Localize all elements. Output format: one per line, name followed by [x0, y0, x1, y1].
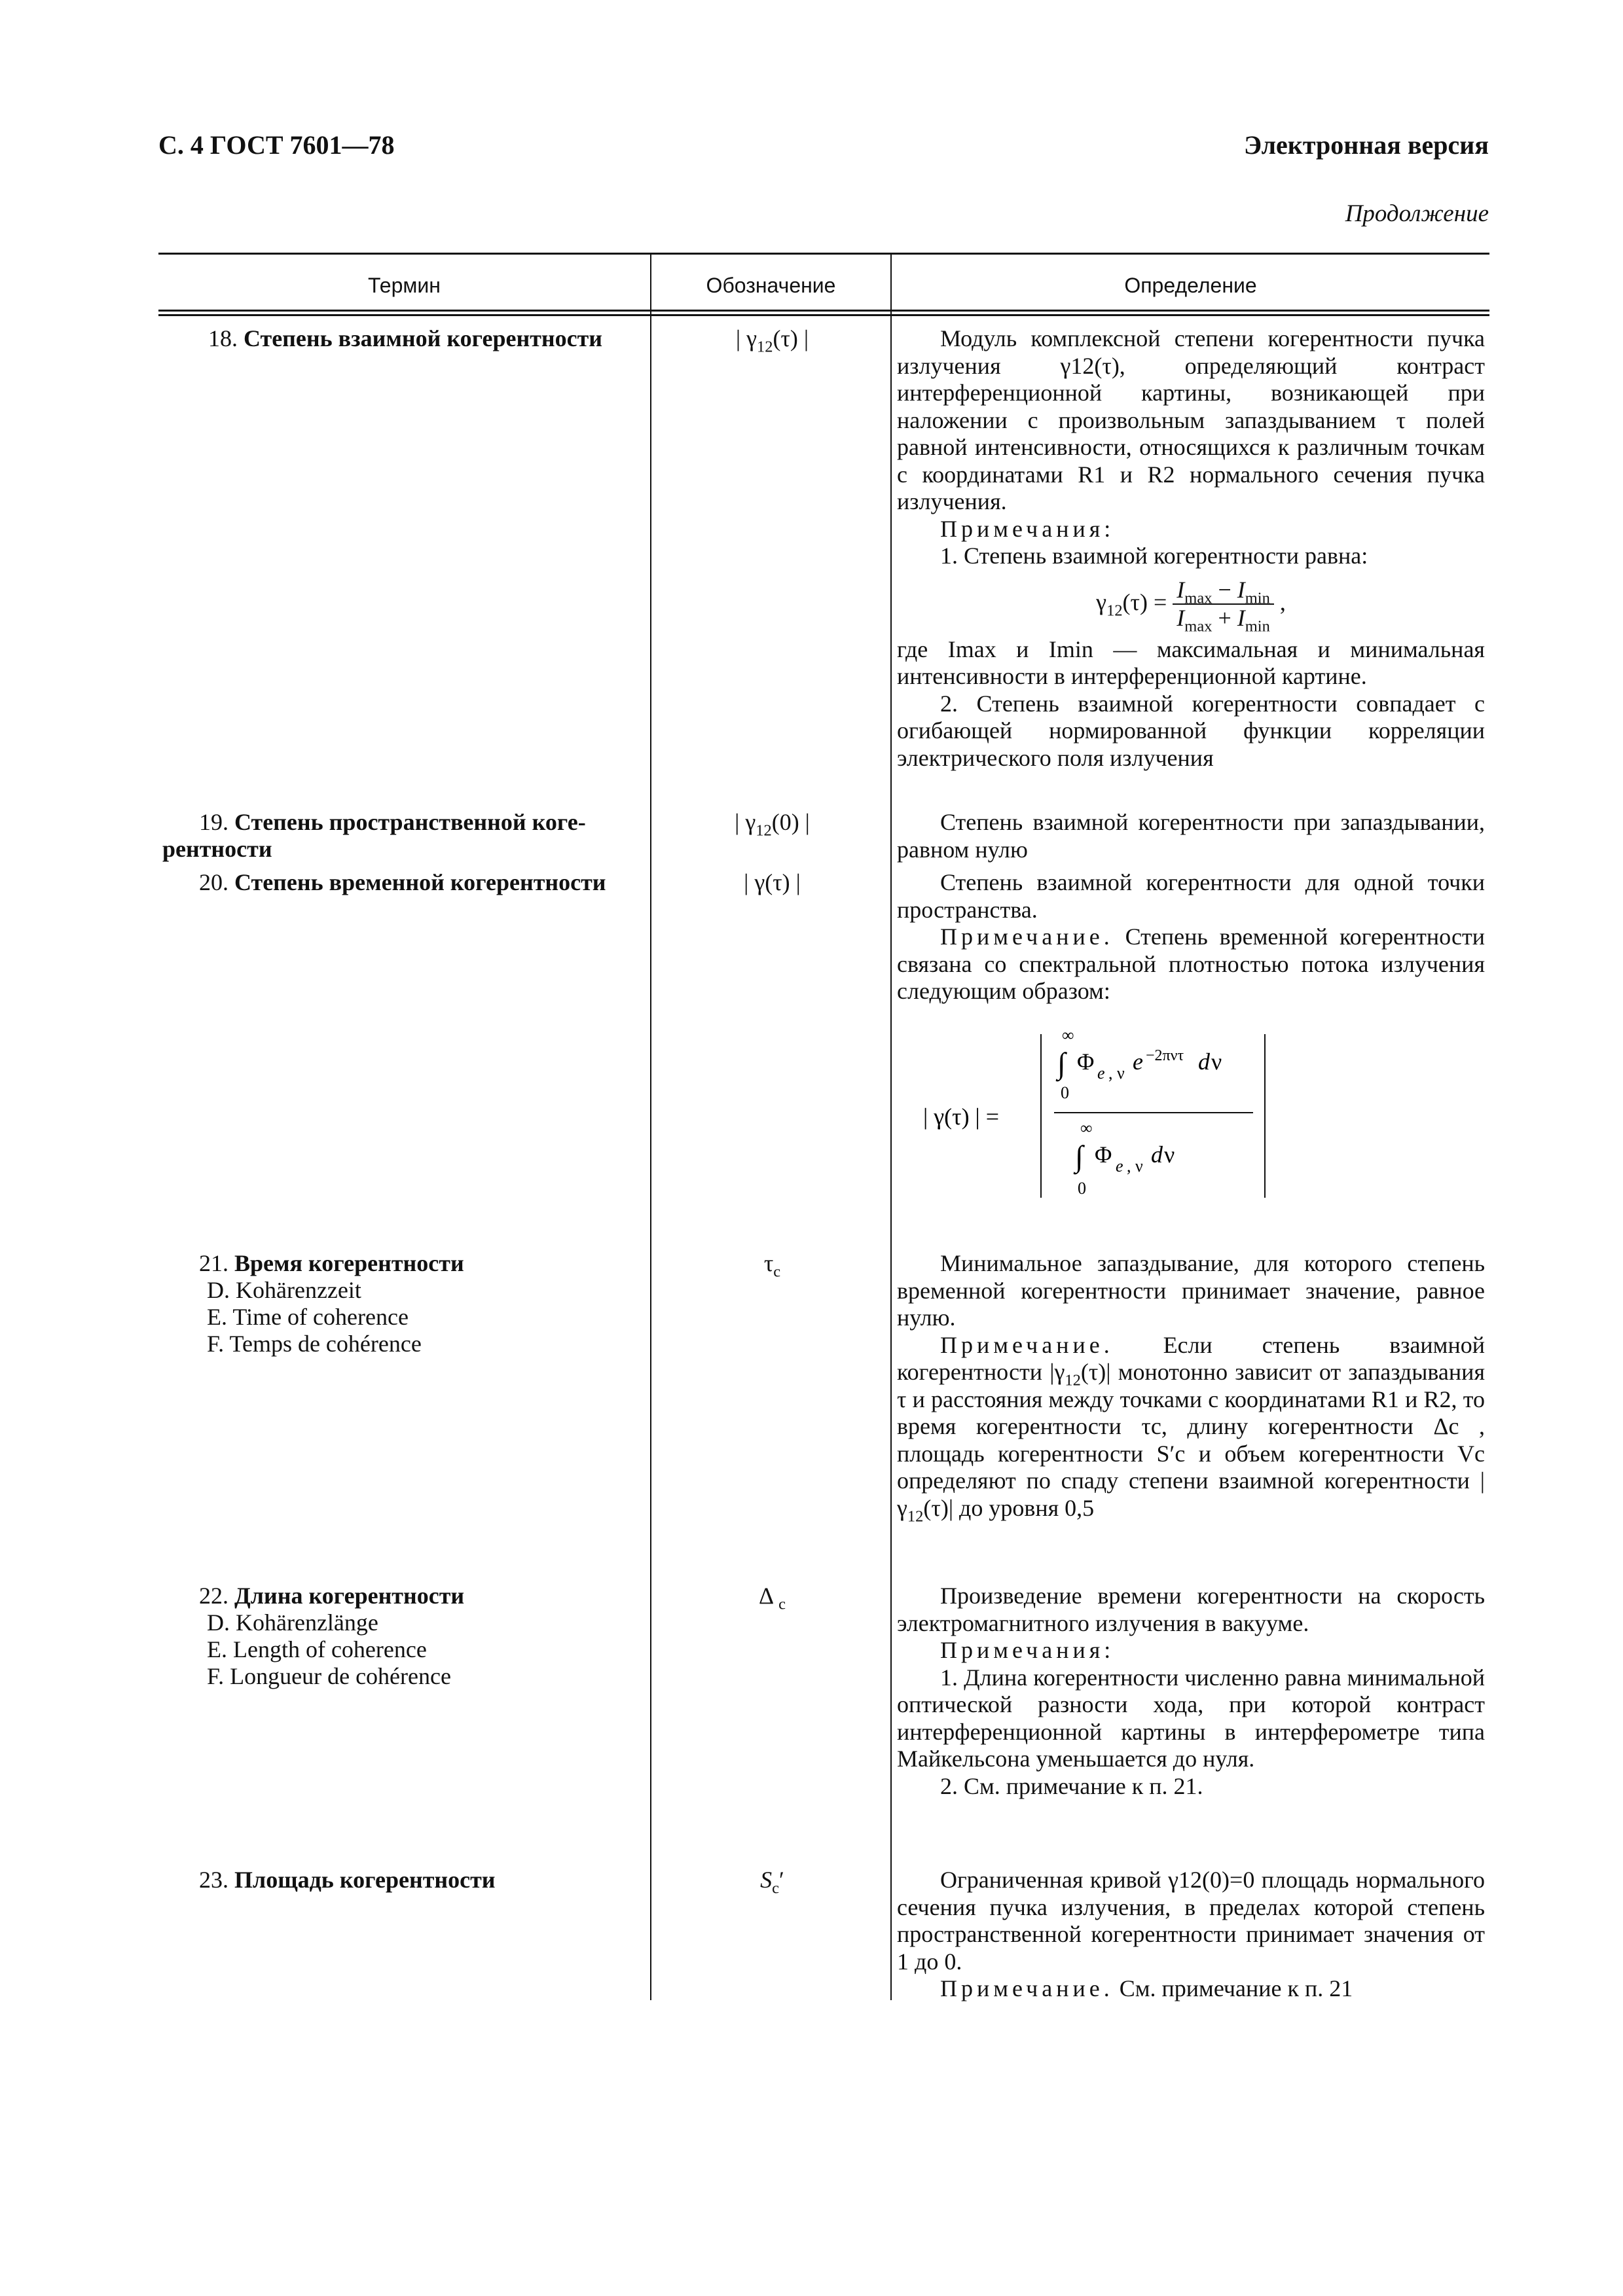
column-header-term: Термин — [368, 274, 441, 297]
symbol-19: | $\gamma_{12}(0)$ | — [735, 809, 810, 840]
svg-text:−2πντ: −2πντ — [1146, 1047, 1184, 1064]
svg-text:∞: ∞ — [1080, 1119, 1093, 1138]
column-header-definition: Определение — [1124, 274, 1257, 297]
svg-text:0: 0 — [1061, 1083, 1069, 1102]
table-header-rule — [158, 310, 1489, 312]
term-20: 20. Степень временной когерентности — [199, 869, 606, 895]
svg-text:Φ: Φ — [1077, 1049, 1095, 1075]
page-header-left: С. 4 ГОСТ 7601—78 — [158, 130, 395, 160]
term-22: 22. Длина когерентности D. Kohärenzlänge E. Length of coherence F. Longueur de cohérence — [199, 1583, 465, 1689]
table-top-rule — [158, 253, 1489, 255]
symbol-20: | γ(τ) | — [744, 869, 801, 895]
svg-text:d: d — [1151, 1141, 1163, 1168]
svg-text:∫: ∫ — [1057, 1047, 1066, 1080]
svg-text:∞: ∞ — [1062, 1026, 1074, 1045]
formula-gamma12: $\gamma_{12}(\tau)$ = $\frac{I_{max} - I_{min}}{I_{max} + I_{min}}$ , — [1096, 576, 1286, 636]
term-23: 23. Площадь когерентности — [199, 1867, 496, 1893]
definition-19: Степень взаимной когерентности при запаздывании, равном нулю — [897, 809, 1485, 863]
symbol-23: $S_c'$ — [760, 1867, 784, 1897]
definition-21: Минимальное запаздывание, для которого степень временной когерентности принимает значение, равное нулю. Примечание. Если степень взаимной когерентности $|\gamma_{12}(\tau)|$ монотонно зависит от запаздывания τ и расстояния между точками с координатами R1 и R2, то время когерентности τc, длину когерентности Δc , площадь когерентности S′c и объем когерентности Vc определяют по спаду степени взаимной когерентности $|\gamma_{12}(\tau)|$ до уровня 0,5 — [897, 1250, 1485, 1526]
symbol-18: | $\gamma_{12}(\tau)$ | — [735, 325, 809, 356]
table-header-rule-double — [158, 314, 1489, 316]
column-divider-1 — [650, 253, 651, 2000]
symbol-21: $\tau_c$ — [763, 1250, 781, 1281]
svg-text:e: e — [1097, 1064, 1105, 1083]
svg-text:0: 0 — [1078, 1179, 1086, 1198]
symbol-22: Δ $_c$ — [758, 1583, 786, 1613]
column-header-symbol: Обозначение — [706, 274, 836, 297]
svg-text:e: e — [1133, 1049, 1143, 1075]
definition-23: Ограниченная кривой γ12(0)=0 площадь нормального сечения пучка излучения, в пределах которой степень пространственной когерентности принимает значения от 1 до 0. Примечание. См. примечание к п. 21 — [897, 1867, 1485, 2001]
definition-22: Произведение времени когерентности на скорость электромагнитного излучения в вакууме. Примечания: 1. Длина когерентности численно равна минимальной оптической разности хода, при которой контраст интерференционной картины в интерферометре типа Майкельсона уменьшается до нуля. 2. См. примечание к п. 21. — [897, 1583, 1485, 1799]
svg-text:| γ(τ) | =: | γ(τ) | = — [923, 1103, 1000, 1130]
svg-text:, ν: , ν — [1108, 1064, 1125, 1083]
term-21: 21. Время когерентности D. Kohärenzzeit E. Time of coherence F. Temps de cohérence — [199, 1250, 464, 1357]
note-heading: Примечания: — [940, 515, 1115, 542]
continuation-label: Продолжение — [1345, 200, 1489, 227]
svg-text:ν: ν — [1211, 1049, 1222, 1075]
formula-gamma-tau-integral — [923, 1021, 1290, 1211]
column-divider-2 — [890, 253, 892, 2000]
svg-text:, ν: , ν — [1127, 1157, 1143, 1175]
svg-text:Φ: Φ — [1095, 1141, 1112, 1168]
term-19: 19. Степень пространственной коге- рентности — [162, 809, 586, 862]
svg-text:d: d — [1198, 1049, 1210, 1075]
svg-text:∫: ∫ — [1075, 1139, 1084, 1173]
term-18: 18. Степень взаимной когерентности — [208, 325, 603, 351]
svg-text:e: e — [1116, 1157, 1123, 1175]
definition-20: Степень взаимной когерентности для одной точки пространства. Примечание. Степень временной когерентности связана со спектральной плотностью потока излучения следующим образом: — [897, 869, 1486, 1004]
definition-18: Модуль комплексной степени когерентности пучка излучения γ12(τ), определяющий контраст интерференционной картины, возникающей при наложении с произвольным запаздыванием τ полей равной интенсивности, относящихся к различным точкам с координатами R1 и R2 нормального сечения пучка излучения. Примечания: 1. Степень взаимной когерентности равна: $\gamma_{12}(\tau)$ = $\frac{I_{max} - I_{min}}{I_{max} + I_{min}}$ , где Imax и Imin — максимальная и минимальная интенсивности в интерференционной картине. 2. Степень взаимной когерентности совпадает с огибающей нормированной функции корреляции электрического поля излучения — [897, 325, 1485, 771]
svg-text:ν: ν — [1164, 1141, 1175, 1168]
page-header-right: Электронная версия — [1243, 130, 1489, 160]
